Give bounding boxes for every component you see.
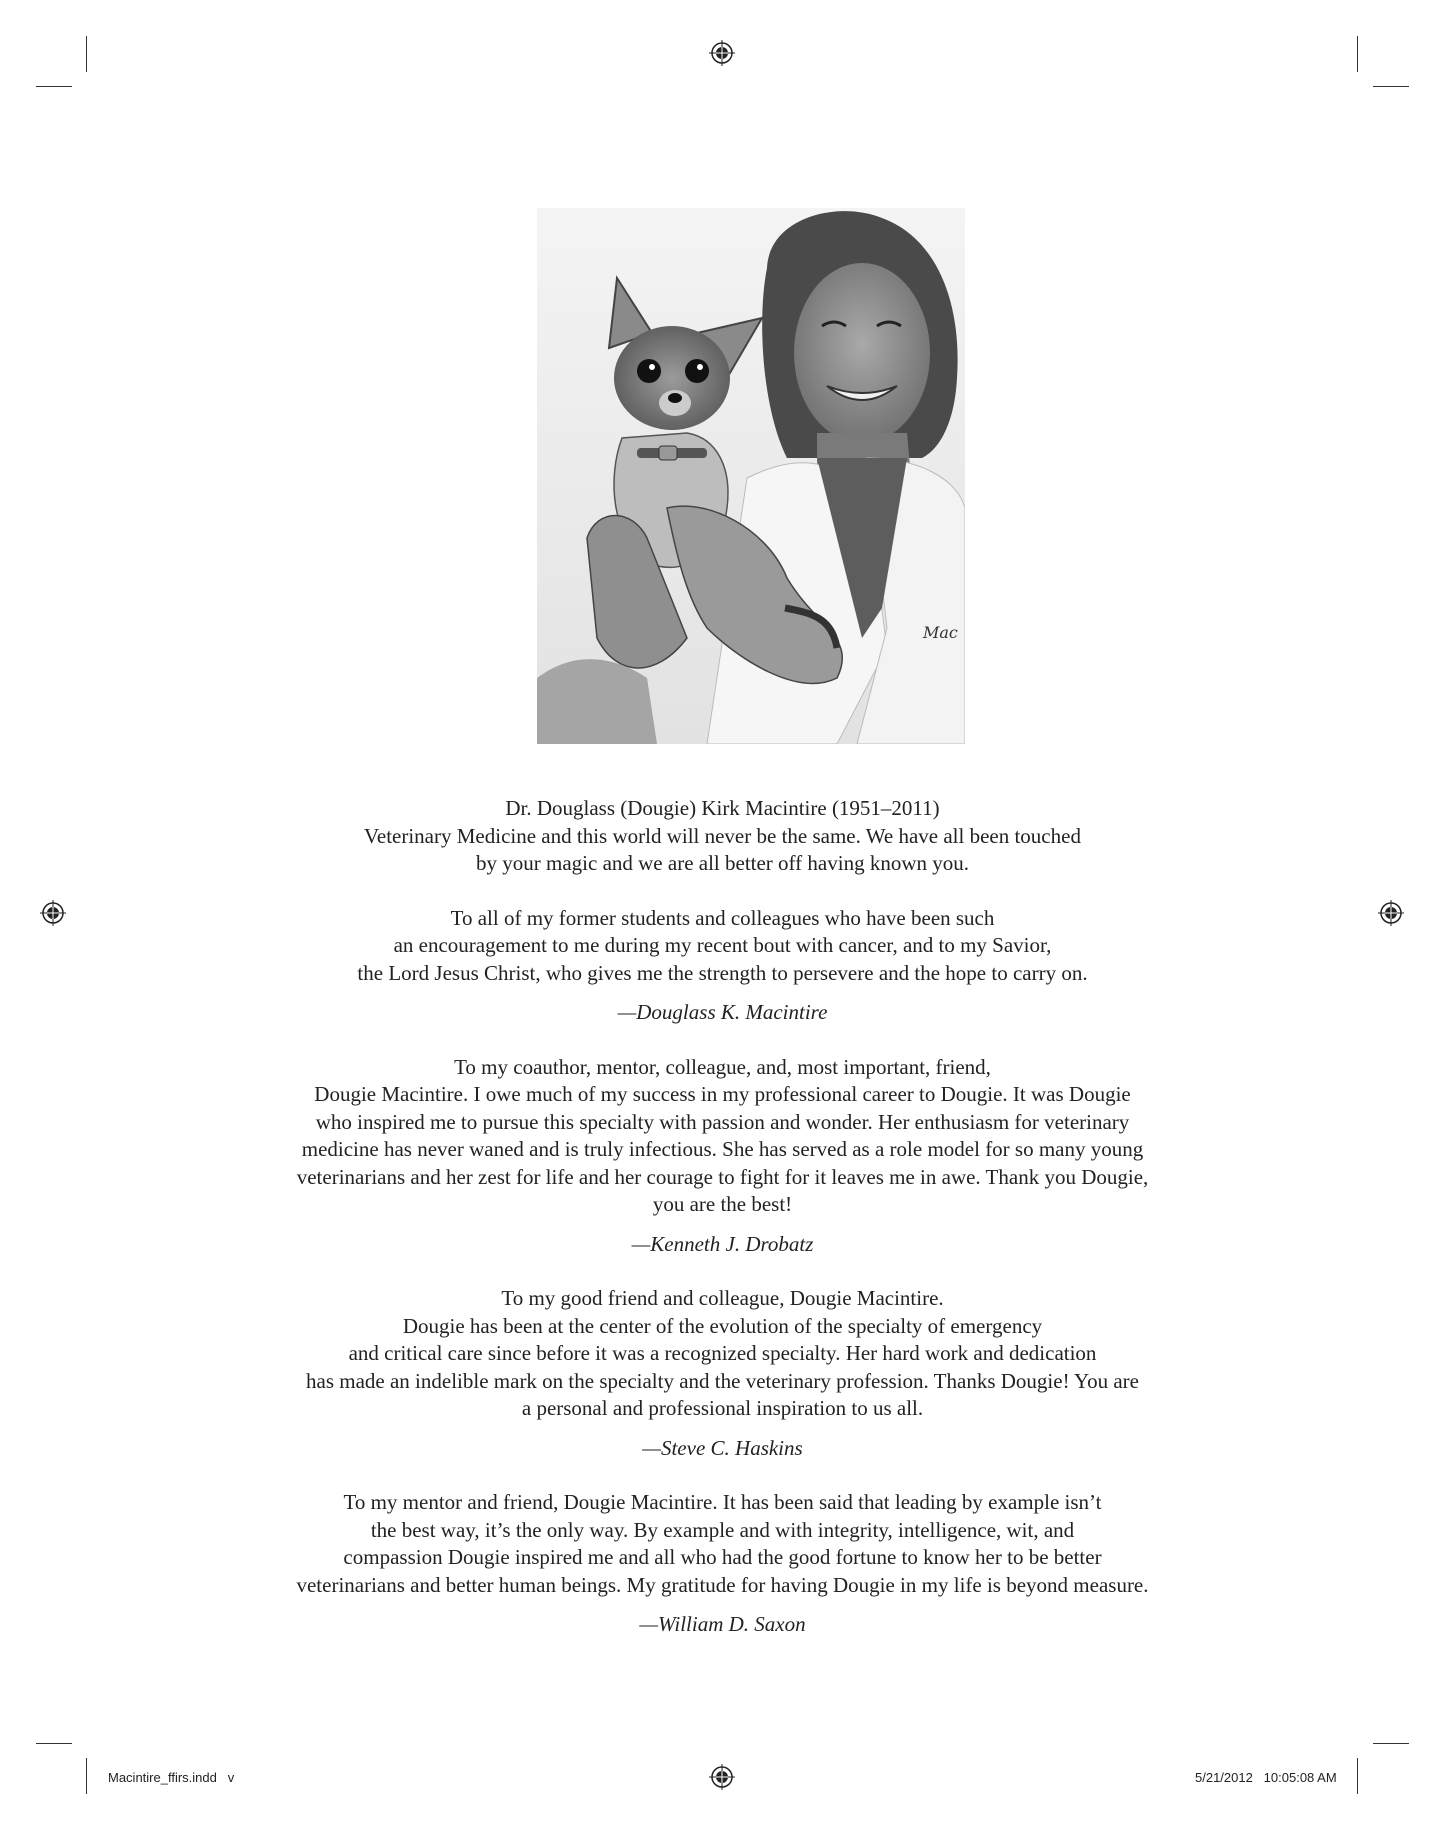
slug-datetime: 5/21/2012 10:05:08 AM	[1195, 1770, 1337, 1785]
signature-haskins: —Steve C. Haskins	[642, 1435, 803, 1460]
memorial-text-line: Veterinary Medicine and this world will never be the same. We have all been touched	[364, 823, 1081, 848]
registration-mark-icon	[709, 1764, 735, 1790]
dedication-line: who inspired me to pursue this specialty with passion and wonder. Her enthusiasm for veterinary	[315, 1109, 1130, 1134]
dedication-line: To all of my former students and colleagues who have been such	[450, 905, 995, 930]
crop-mark	[86, 1758, 87, 1794]
dedication-line: veterinarians and better human beings. My gratitude for having Dougie in my life is beyond measure.	[296, 1572, 1149, 1597]
crop-mark	[1357, 1758, 1358, 1794]
crop-mark	[36, 1743, 72, 1744]
dedication-line: To my coauthor, mentor, colleague, and, most important, friend,	[454, 1054, 991, 1079]
registration-mark-icon	[709, 40, 735, 66]
dedication-line: has made an indelible mark on the specialty and the veterinary profession. Thanks Dougie! You are	[306, 1368, 1139, 1393]
dedication-line: medicine has never waned and is truly infectious. She has served as a role model for so many young	[301, 1137, 1144, 1161]
crop-mark	[1357, 36, 1358, 72]
crop-mark	[36, 86, 72, 87]
slug-filename: Macintire_ffirs.indd v	[108, 1770, 235, 1785]
registration-mark-icon	[1378, 900, 1404, 926]
coat-embroidery: Mac	[923, 623, 958, 642]
signature-drobatz: —Kenneth J. Drobatz	[631, 1231, 814, 1256]
dedication-line: an encouragement to me during my recent bout with cancer, and to my Savior,	[393, 933, 1052, 957]
dedication-line: and critical care since before it was a recognized specialty. Her hard work and dedication	[348, 1341, 1097, 1365]
memorial-section	[230, 795, 1215, 1639]
dedication-line: To my mentor and friend, Dougie Macintire. It has been said that leading by example isn’t	[343, 1490, 1102, 1514]
signature-saxon: —William D. Saxon	[639, 1612, 806, 1636]
portrait-photo	[537, 208, 965, 744]
dedication-line: the Lord Jesus Christ, who gives me the strength to persevere and the hope to carry on.	[357, 960, 1088, 985]
dedication-line: you are the best!	[652, 1192, 793, 1216]
crop-mark	[86, 36, 87, 72]
dedication-line: Dougie has been at the center of the evolution of the specialty of emergency	[402, 1313, 1043, 1338]
signature-macintire: —Douglass K. Macintire	[617, 1000, 828, 1024]
crop-mark	[1373, 1743, 1409, 1744]
memorial-text-line: by your magic and we are all better off having known you.	[476, 851, 969, 875]
dedication-line: Dougie Macintire. I owe much of my success in my professional career to Dougie. It was Dougie	[314, 1082, 1131, 1106]
dedication-line: veterinarians and her zest for life and her courage to fight for it leaves me in awe. Thank you Dougie,	[296, 1164, 1149, 1189]
dedication-line: the best way, it’s the only way. By example and with integrity, intelligence, wit, and	[370, 1517, 1075, 1542]
dedication-line: a personal and professional inspiration to us all.	[521, 1396, 924, 1420]
dedication-line: To my good friend and colleague, Dougie Macintire.	[501, 1286, 944, 1310]
crop-mark	[1373, 86, 1409, 87]
dedication-line: compassion Dougie inspired me and all who had the good fortune to know her to be better	[343, 1545, 1102, 1569]
registration-mark-icon	[40, 900, 66, 926]
memorial-name-line: Dr. Douglass (Dougie) Kirk Macintire (1951–2011)	[505, 796, 940, 820]
